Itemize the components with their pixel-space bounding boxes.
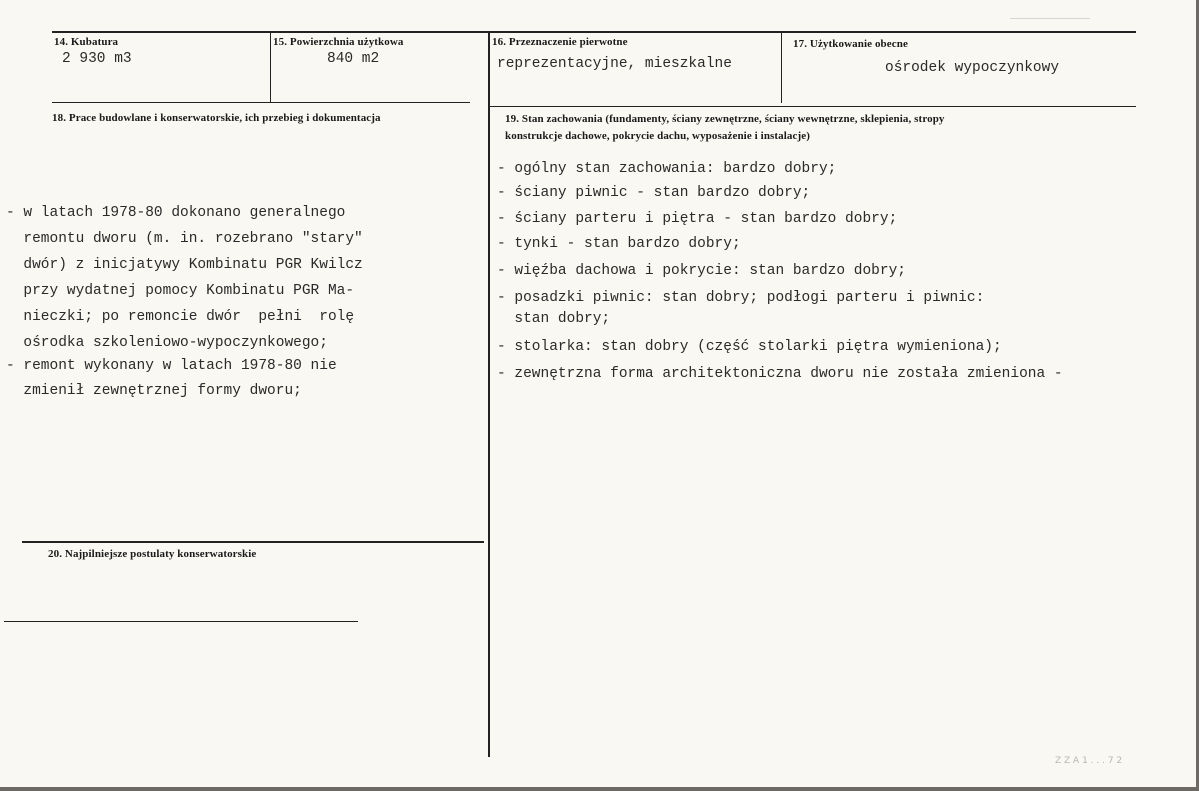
top-edge-residue xyxy=(1010,18,1090,19)
section-19-line: - ściany piwnic - stan bardzo dobry; xyxy=(497,185,811,201)
section-19-line: - ogólny stan zachowania: bardzo dobry; xyxy=(497,161,837,177)
margin-mark: Z Z A 1 . . . 7 2 xyxy=(1055,756,1123,766)
divider-16-17 xyxy=(781,31,782,103)
section-18-line: ośrodka szkoleniowo-wypoczynkowego; xyxy=(6,335,328,351)
section-19-line: stan dobry; xyxy=(497,311,611,327)
header-bottom-rule-right xyxy=(490,106,1136,107)
field-17-label: 17. Użytkowanie obecne xyxy=(793,38,908,50)
section-20-underline xyxy=(4,621,358,622)
section-18-line: przy wydatnej pomocy Kombinatu PGR Ma- xyxy=(6,283,355,299)
section-19-line: - ściany parteru i piętra - stan bardzo dobry; xyxy=(497,211,898,227)
field-14-value: 2 930 m3 xyxy=(62,51,132,67)
section-18-label: 18. Prace budowlane i konserwatorskie, ich przebieg i dokumentacja xyxy=(52,112,381,124)
section-19-line: - więźba dachowa i pokrycie: stan bardzo dobry; xyxy=(497,263,906,279)
section-20-label: 20. Najpilniejsze postulaty konserwatorskie xyxy=(48,548,257,560)
section-19-label-line2: konstrukcje dachowe, pokrycie dachu, wyposażenie i instalacje) xyxy=(505,130,811,142)
section-18-line: - w latach 1978-80 dokonano generalnego xyxy=(6,205,346,221)
field-16-value: reprezentacyjne, mieszkalne xyxy=(497,56,732,72)
field-15-label: 15. Powierzchnia użytkowa xyxy=(273,36,404,48)
field-15-value: 840 m2 xyxy=(327,51,380,67)
top-rule xyxy=(52,31,1136,33)
section-18-line: nieczki; po remoncie dwór pełni rolę xyxy=(6,309,355,325)
header-bottom-rule-left xyxy=(52,102,470,103)
field-17-value: ośrodek wypoczynkowy xyxy=(885,60,1060,76)
field-16-label: 16. Przeznaczenie pierwotne xyxy=(492,36,628,48)
divider-14-15 xyxy=(270,31,271,102)
section-18-line: - remont wykonany w latach 1978-80 nie xyxy=(6,358,337,374)
divider-center xyxy=(488,31,490,757)
section-19-line: - zewnętrzna forma architektoniczna dworu nie została zmieniona - xyxy=(497,366,1063,382)
section-19-line: - posadzki piwnic: stan dobry; podłogi parteru i piwnic: xyxy=(497,290,985,306)
section-19-line: - tynki - stan bardzo dobry; xyxy=(497,236,741,252)
section-18-line: zmienił zewnętrznej formy dworu; xyxy=(6,383,302,399)
field-14-label: 14. Kubatura xyxy=(54,36,119,48)
section-20-top-rule xyxy=(22,541,484,543)
section-18-line: remontu dworu (m. in. rozebrano "stary" xyxy=(6,231,363,247)
section-18-line: dwór) z inicjatywy Kombinatu PGR Kwilcz xyxy=(6,257,363,273)
section-19-label-line1: 19. Stan zachowania (fundamenty, ściany zewnętrzne, ściany wewnętrzne, sklepienia, stropy xyxy=(505,113,945,125)
section-19-line: - stolarka: stan dobry (część stolarki piętra wymieniona); xyxy=(497,339,1002,355)
